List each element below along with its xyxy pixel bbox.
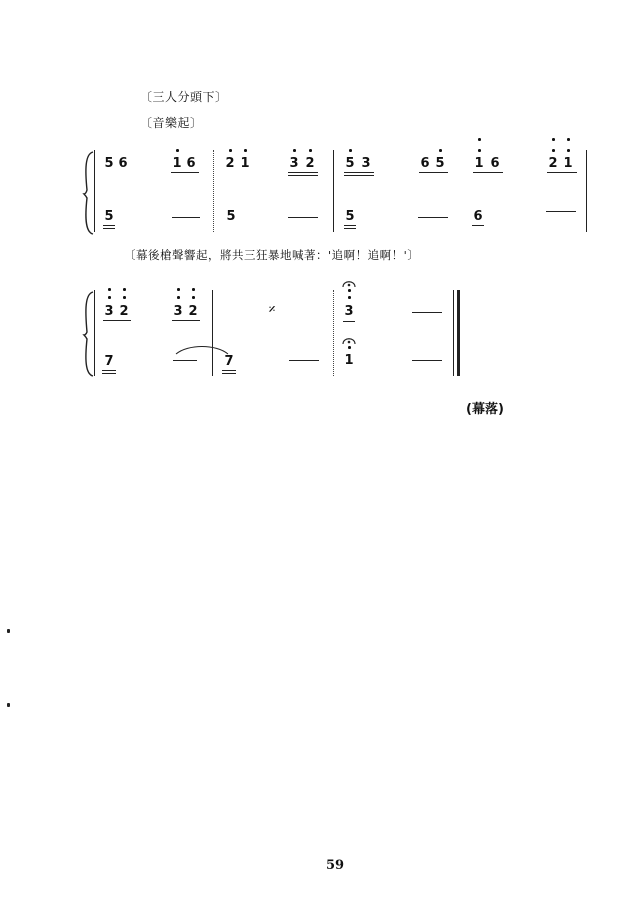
stage-direction-gunfire: 〔幕後槍聲響起，將共三狂暴地喊著：'追啊！追啊！'〕: [124, 248, 420, 262]
octave-dot: [293, 149, 296, 152]
octave-dot: [349, 149, 352, 152]
beam: [472, 225, 484, 226]
scan-speck: [7, 703, 10, 707]
final-barline-thick: [457, 290, 460, 376]
note: 3: [173, 304, 183, 319]
note: 1: [474, 156, 484, 171]
barline: [586, 150, 587, 232]
beam: [344, 228, 356, 229]
beam: [222, 373, 236, 374]
beam: [343, 321, 355, 322]
note: 5: [104, 156, 114, 171]
octave-dot: [348, 296, 351, 299]
note: 1: [344, 353, 354, 368]
note: 2: [305, 156, 315, 171]
octave-dot: [478, 149, 481, 152]
barline: [212, 290, 213, 376]
final-barline-thin: [453, 290, 454, 376]
sustain-dash: [418, 217, 448, 218]
octave-dot: [192, 296, 195, 299]
octave-dot: [177, 296, 180, 299]
note: 1: [172, 156, 182, 171]
beam: [419, 172, 448, 173]
sustain-dash: [289, 360, 319, 361]
note: 6: [490, 156, 500, 171]
note: 3: [104, 304, 114, 319]
note: 7: [224, 354, 234, 369]
page-number: 59: [326, 858, 345, 873]
barline: [333, 150, 334, 232]
curtain-falls: (幕落): [466, 402, 504, 417]
octave-dot: [552, 149, 555, 152]
note: 6: [118, 156, 128, 171]
octave-dot: [177, 288, 180, 291]
fermata-icon: [342, 278, 356, 288]
barline-dashed: [333, 290, 335, 376]
barline-dashed: [213, 150, 215, 232]
note: 3: [361, 156, 371, 171]
note: 5: [345, 156, 355, 171]
note: 1: [240, 156, 250, 171]
sustain-dash: [412, 312, 442, 313]
scan-speck: [7, 629, 10, 633]
sustain-dash: [172, 217, 200, 218]
note: 5: [104, 209, 114, 224]
note: 6: [186, 156, 196, 171]
octave-dot: [108, 288, 111, 291]
sustain-dash: [412, 360, 442, 361]
beam: [171, 172, 199, 173]
sustain-dash: [173, 360, 197, 361]
note: 2: [188, 304, 198, 319]
beam: [547, 172, 577, 173]
stage-direction-exit: 〔三人分頭下〕: [140, 90, 228, 104]
octave-dot: [552, 138, 555, 141]
tie-icon: [174, 342, 230, 356]
note: 3: [289, 156, 299, 171]
note: 2: [225, 156, 235, 171]
beam: [288, 172, 318, 173]
beam: [102, 373, 116, 374]
note: 5: [435, 156, 445, 171]
note: 5: [345, 209, 355, 224]
octave-dot: [123, 288, 126, 291]
sustain-dash: [288, 217, 318, 218]
octave-dot: [348, 346, 351, 349]
beam: [103, 225, 115, 226]
octave-dot: [567, 149, 570, 152]
octave-dot: [176, 149, 179, 152]
beam: [102, 370, 116, 371]
octave-dot: [123, 296, 126, 299]
beam: [222, 370, 236, 371]
repeat-measure-sign: 𝄎: [268, 302, 276, 318]
beam: [344, 172, 374, 173]
note: 1: [563, 156, 573, 171]
note: 2: [548, 156, 558, 171]
octave-dot: [439, 149, 442, 152]
beam: [344, 225, 356, 226]
beam: [344, 175, 374, 176]
note: 2: [119, 304, 129, 319]
octave-dot: [192, 288, 195, 291]
note: 6: [420, 156, 430, 171]
octave-dot: [108, 296, 111, 299]
system2-left-barline: [94, 290, 95, 376]
octave-dot: [309, 149, 312, 152]
octave-dot: [478, 138, 481, 141]
octave-dot: [567, 138, 570, 141]
octave-dot: [348, 289, 351, 292]
note: 6: [473, 209, 483, 224]
system1-left-barline: [94, 150, 95, 232]
fermata-icon: [342, 335, 356, 345]
beam: [103, 320, 131, 321]
beam: [172, 320, 200, 321]
beam: [103, 228, 115, 229]
octave-dot: [244, 149, 247, 152]
octave-dot: [229, 149, 232, 152]
note: 7: [104, 354, 114, 369]
beam: [473, 172, 503, 173]
stage-direction-music: 〔音樂起〕: [140, 116, 203, 130]
beam: [288, 175, 318, 176]
note: 5: [226, 209, 236, 224]
sustain-dash: [546, 211, 576, 212]
note: 3: [344, 304, 354, 319]
